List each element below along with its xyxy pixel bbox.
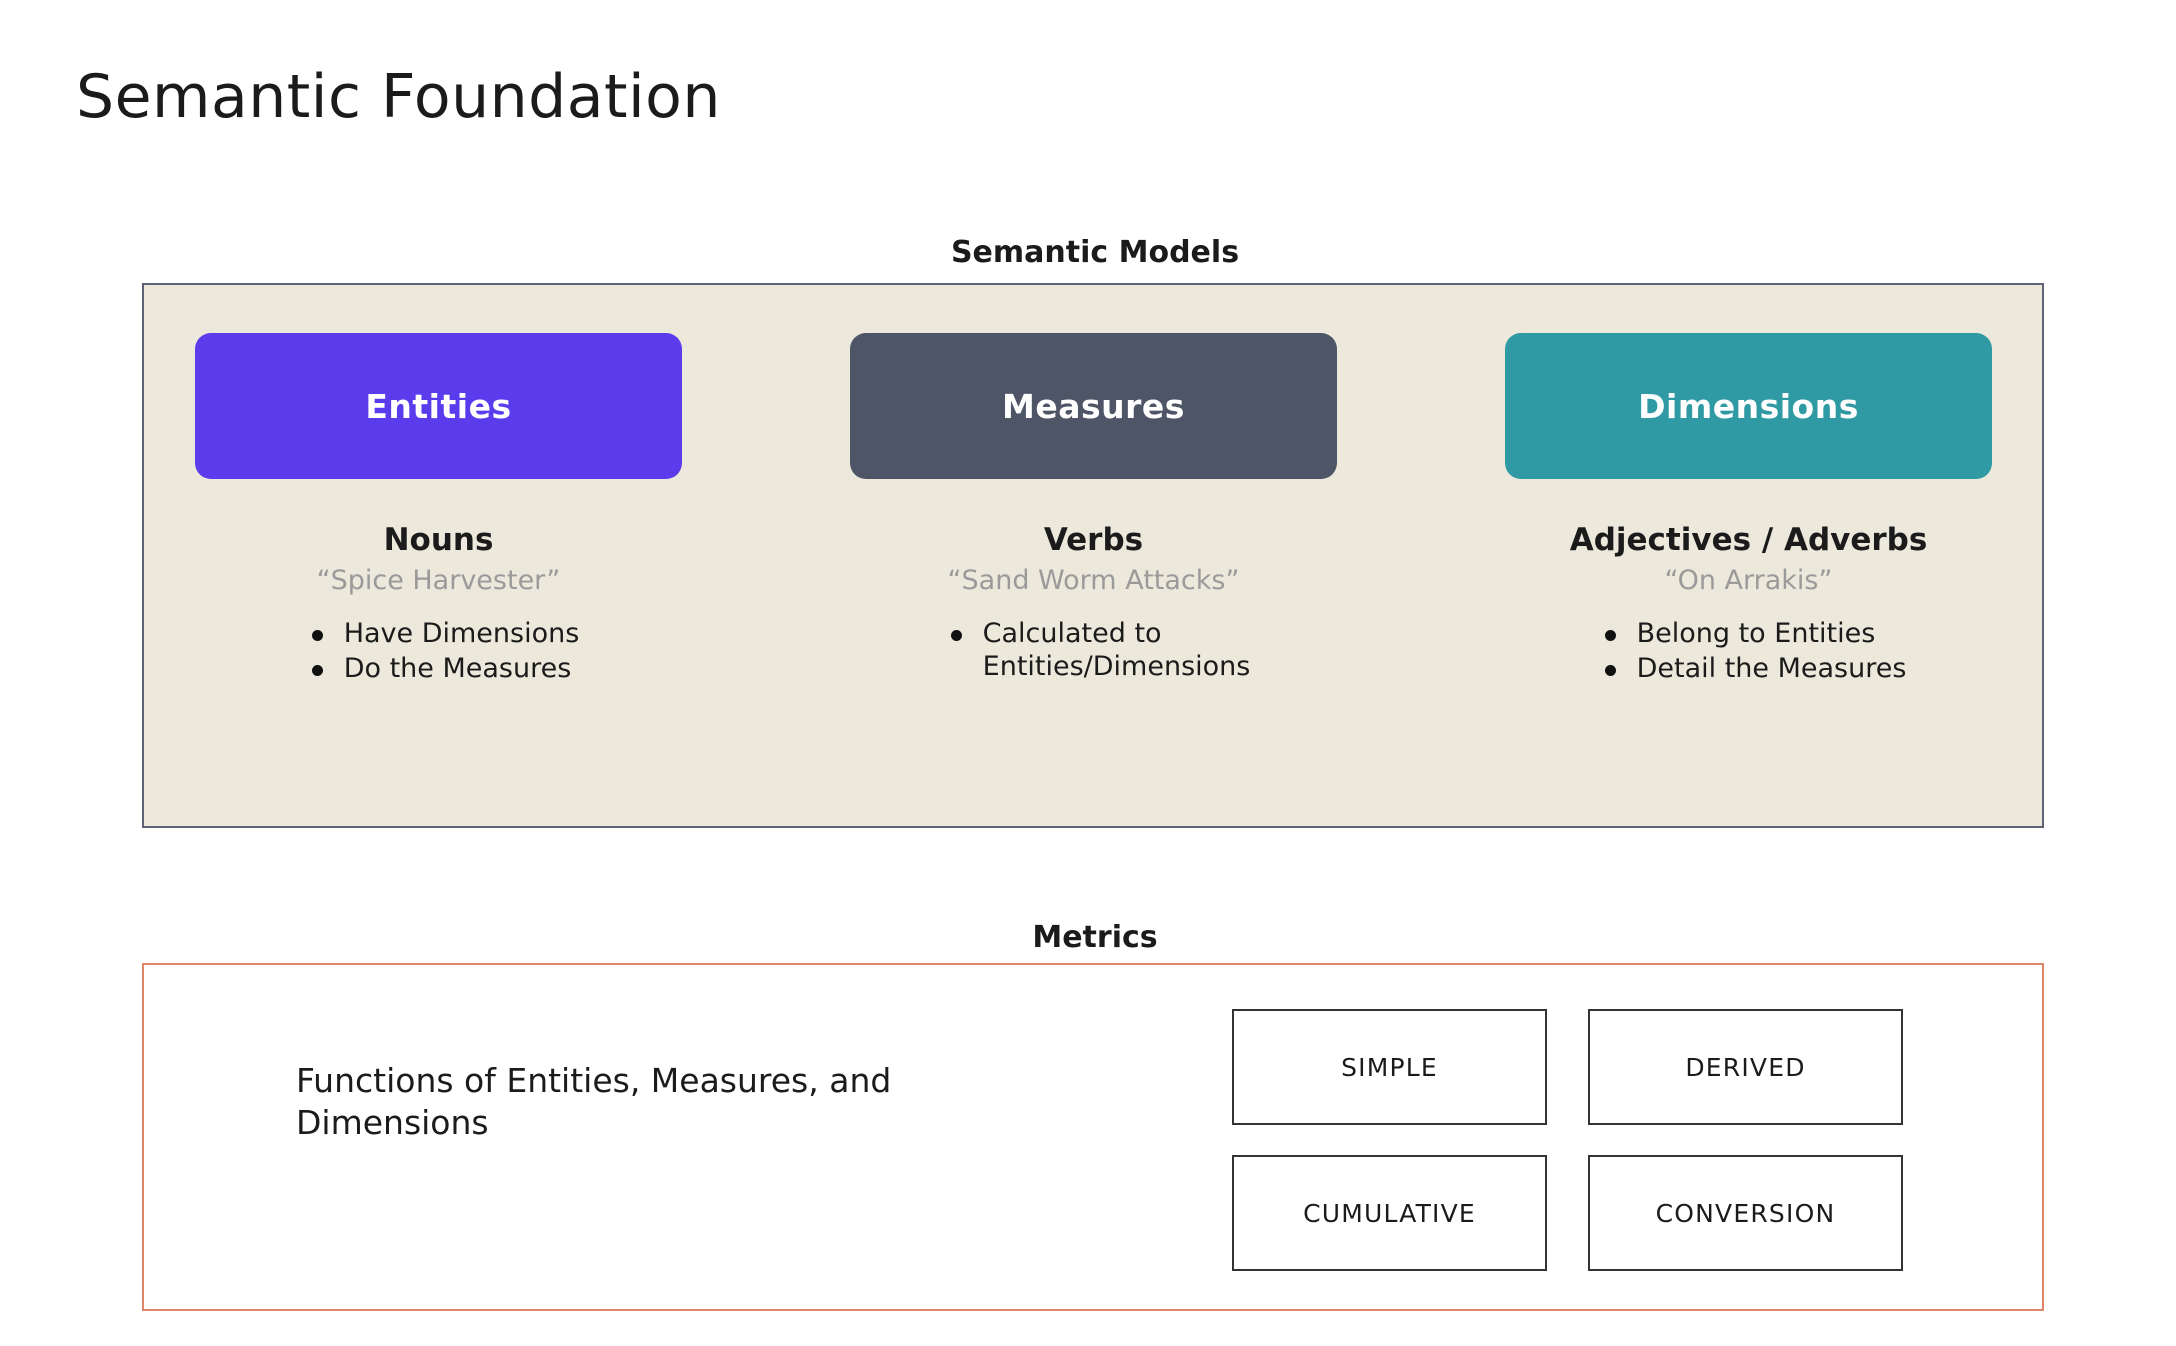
list-item: Have Dimensions (298, 618, 580, 651)
dimensions-part-of-speech: Adjectives / Adverbs (1569, 522, 1928, 558)
list-item: Belong to Entities (1591, 618, 1907, 651)
semantic-column-measures (850, 333, 1337, 686)
entities-pill[interactable]: Entities (195, 333, 682, 479)
page-title: Semantic Foundation (76, 62, 721, 132)
entities-example: “Spice Harvester” (316, 565, 561, 597)
list-item-line-2: Entities/Dimensions (982, 651, 1251, 683)
list-item: Do the Measures (298, 653, 580, 686)
metric-type-conversion[interactable]: CONVERSION (1588, 1155, 1903, 1271)
metrics-panel (142, 963, 2044, 1311)
measures-example: “Sand Worm Attacks” (947, 565, 1240, 597)
measures-bullet-list (937, 618, 1251, 686)
metrics-heading: Metrics (1032, 920, 1158, 955)
metric-type-cumulative[interactable]: CUMULATIVE (1232, 1155, 1547, 1271)
metric-type-derived[interactable]: DERIVED (1588, 1009, 1903, 1125)
entities-part-of-speech: Nouns (383, 522, 494, 558)
list-item (937, 618, 1251, 684)
metrics-description: Functions of Entities, Measures, and Dimensions (296, 1061, 892, 1143)
dimensions-example: “On Arrakis” (1664, 565, 1833, 597)
semantic-models-heading: Semantic Models (950, 235, 1240, 270)
metric-type-simple[interactable]: SIMPLE (1232, 1009, 1547, 1125)
semantic-models-panel (142, 283, 2044, 828)
dimensions-pill[interactable]: Dimensions (1505, 333, 1992, 479)
list-item-line-1: Calculated to (982, 618, 1162, 650)
semantic-column-dimensions (1505, 333, 1992, 688)
dimensions-bullet-list (1591, 618, 1907, 688)
semantic-column-entities (195, 333, 682, 688)
measures-part-of-speech: Verbs (1043, 522, 1144, 558)
measures-pill[interactable]: Measures (850, 333, 1337, 479)
list-item: Detail the Measures (1591, 653, 1907, 686)
entities-bullet-list (298, 618, 580, 688)
